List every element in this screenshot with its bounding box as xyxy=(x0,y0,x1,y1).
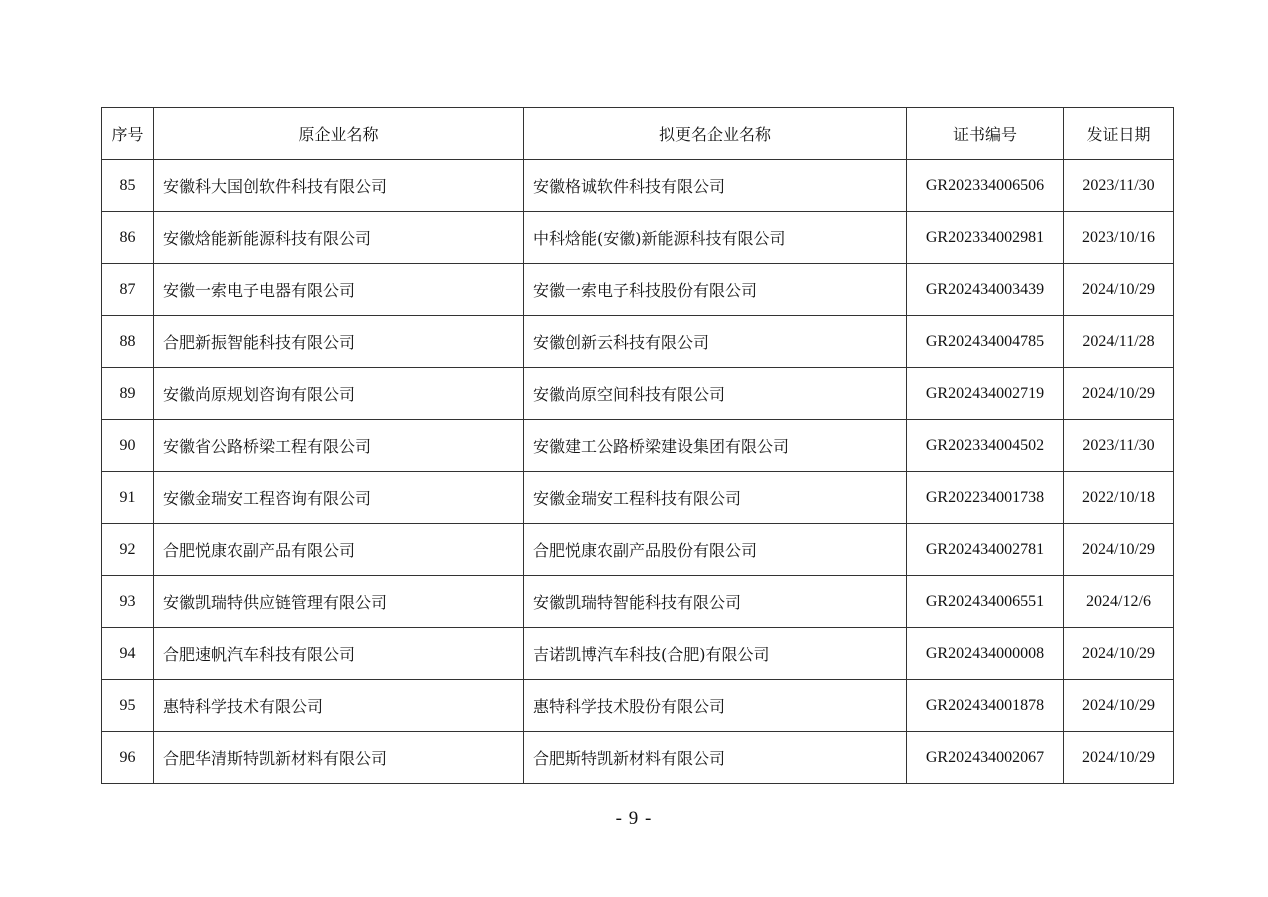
cell-issue-date: 2024/10/29 xyxy=(1064,680,1174,732)
cell-serial-number: 89 xyxy=(102,368,154,420)
company-rename-table xyxy=(101,107,1174,784)
cell-issue-date: 2023/11/30 xyxy=(1064,420,1174,472)
cell-certificate-number: GR202434001878 xyxy=(907,680,1064,732)
cell-certificate-number: GR202434003439 xyxy=(907,264,1064,316)
table-row xyxy=(102,212,1174,264)
table-row xyxy=(102,368,1174,420)
header-certificate-number: 证书编号 xyxy=(907,108,1064,160)
cell-new-company-name: 中科焓能(安徽)新能源科技有限公司 xyxy=(524,212,907,264)
cell-original-company-name: 合肥悦康农副产品有限公司 xyxy=(154,524,524,576)
cell-serial-number: 92 xyxy=(102,524,154,576)
cell-serial-number: 88 xyxy=(102,316,154,368)
cell-new-company-name: 安徽格诚软件科技有限公司 xyxy=(524,160,907,212)
cell-issue-date: 2024/11/28 xyxy=(1064,316,1174,368)
cell-issue-date: 2024/10/29 xyxy=(1064,732,1174,784)
cell-new-company-name: 安徽一索电子科技股份有限公司 xyxy=(524,264,907,316)
cell-new-company-name: 安徽建工公路桥梁建设集团有限公司 xyxy=(524,420,907,472)
cell-certificate-number: GR202334006506 xyxy=(907,160,1064,212)
cell-certificate-number: GR202434002067 xyxy=(907,732,1064,784)
cell-new-company-name: 安徽尚原空间科技有限公司 xyxy=(524,368,907,420)
cell-certificate-number: GR202434000008 xyxy=(907,628,1064,680)
table-body xyxy=(102,160,1174,784)
cell-original-company-name: 安徽尚原规划咨询有限公司 xyxy=(154,368,524,420)
cell-original-company-name: 安徽科大国创软件科技有限公司 xyxy=(154,160,524,212)
cell-certificate-number: GR202434006551 xyxy=(907,576,1064,628)
cell-serial-number: 85 xyxy=(102,160,154,212)
cell-certificate-number: GR202434002781 xyxy=(907,524,1064,576)
cell-issue-date: 2024/12/6 xyxy=(1064,576,1174,628)
table-row xyxy=(102,420,1174,472)
cell-original-company-name: 安徽焓能新能源科技有限公司 xyxy=(154,212,524,264)
cell-serial-number: 96 xyxy=(102,732,154,784)
table-row xyxy=(102,680,1174,732)
cell-original-company-name: 安徽凯瑞特供应链管理有限公司 xyxy=(154,576,524,628)
header-issue-date: 发证日期 xyxy=(1064,108,1174,160)
cell-certificate-number: GR202434002719 xyxy=(907,368,1064,420)
cell-new-company-name: 安徽凯瑞特智能科技有限公司 xyxy=(524,576,907,628)
cell-serial-number: 93 xyxy=(102,576,154,628)
cell-issue-date: 2024/10/29 xyxy=(1064,368,1174,420)
cell-original-company-name: 安徽金瑞安工程咨询有限公司 xyxy=(154,472,524,524)
cell-issue-date: 2023/11/30 xyxy=(1064,160,1174,212)
cell-new-company-name: 吉诺凯博汽车科技(合肥)有限公司 xyxy=(524,628,907,680)
table-row xyxy=(102,628,1174,680)
cell-original-company-name: 安徽省公路桥梁工程有限公司 xyxy=(154,420,524,472)
table-row xyxy=(102,160,1174,212)
table-row xyxy=(102,472,1174,524)
cell-new-company-name: 安徽创新云科技有限公司 xyxy=(524,316,907,368)
cell-original-company-name: 惠特科学技术有限公司 xyxy=(154,680,524,732)
cell-issue-date: 2023/10/16 xyxy=(1064,212,1174,264)
cell-original-company-name: 合肥速帆汽车科技有限公司 xyxy=(154,628,524,680)
cell-original-company-name: 安徽一索电子电器有限公司 xyxy=(154,264,524,316)
cell-issue-date: 2024/10/29 xyxy=(1064,264,1174,316)
cell-serial-number: 94 xyxy=(102,628,154,680)
cell-new-company-name: 惠特科学技术股份有限公司 xyxy=(524,680,907,732)
cell-serial-number: 95 xyxy=(102,680,154,732)
table-row xyxy=(102,732,1174,784)
page-number: - 9 - xyxy=(615,808,653,829)
cell-new-company-name: 合肥斯特凯新材料有限公司 xyxy=(524,732,907,784)
cell-new-company-name: 安徽金瑞安工程科技有限公司 xyxy=(524,472,907,524)
table-row xyxy=(102,264,1174,316)
table-row xyxy=(102,576,1174,628)
cell-new-company-name: 合肥悦康农副产品股份有限公司 xyxy=(524,524,907,576)
cell-issue-date: 2024/10/29 xyxy=(1064,524,1174,576)
cell-certificate-number: GR202434004785 xyxy=(907,316,1064,368)
cell-certificate-number: GR202234001738 xyxy=(907,472,1064,524)
header-original-company-name: 原企业名称 xyxy=(154,108,524,160)
table-row xyxy=(102,524,1174,576)
cell-certificate-number: GR202334004502 xyxy=(907,420,1064,472)
cell-original-company-name: 合肥华清斯特凯新材料有限公司 xyxy=(154,732,524,784)
cell-serial-number: 86 xyxy=(102,212,154,264)
cell-serial-number: 90 xyxy=(102,420,154,472)
cell-issue-date: 2022/10/18 xyxy=(1064,472,1174,524)
table-header-row xyxy=(102,108,1174,160)
cell-issue-date: 2024/10/29 xyxy=(1064,628,1174,680)
cell-original-company-name: 合肥新振智能科技有限公司 xyxy=(154,316,524,368)
cell-serial-number: 91 xyxy=(102,472,154,524)
cell-certificate-number: GR202334002981 xyxy=(907,212,1064,264)
header-new-company-name: 拟更名企业名称 xyxy=(524,108,907,160)
table-row xyxy=(102,316,1174,368)
header-serial-number: 序号 xyxy=(102,108,154,160)
cell-serial-number: 87 xyxy=(102,264,154,316)
